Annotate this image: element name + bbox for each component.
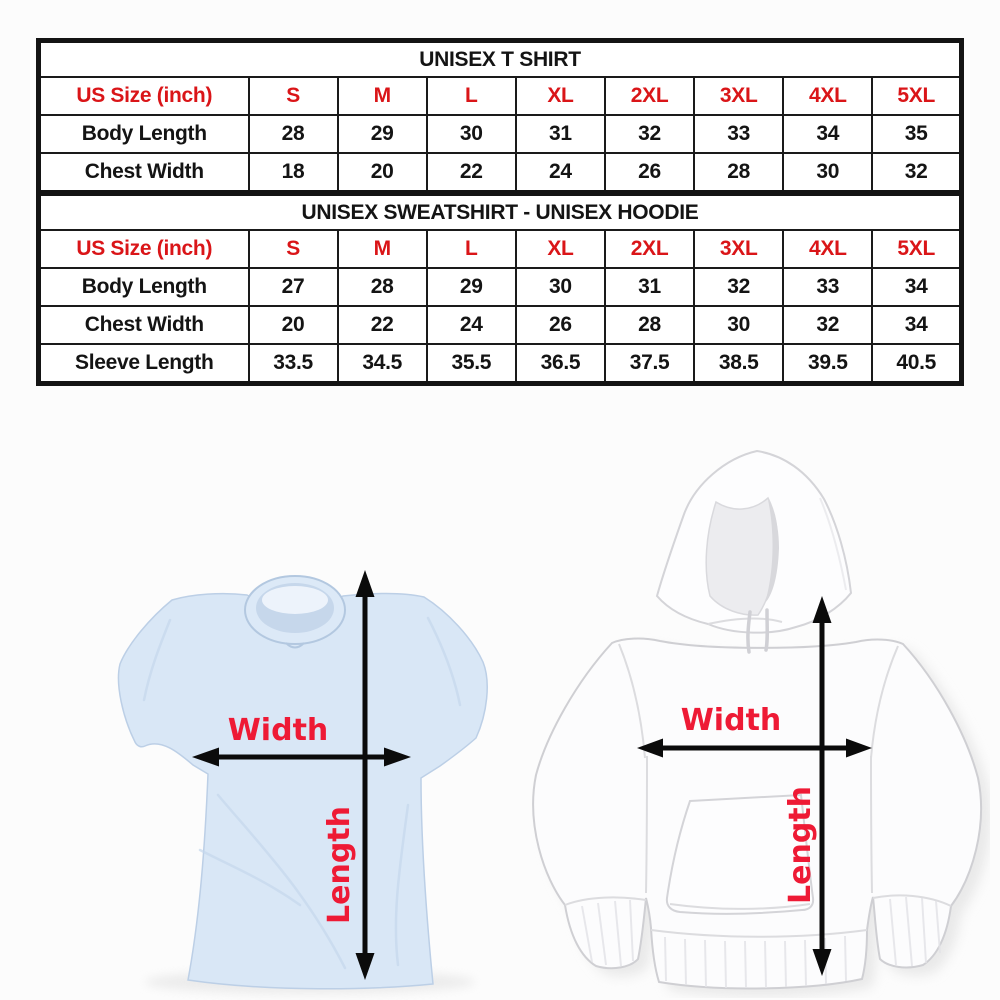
hoodie-table-title-row: [39, 193, 962, 230]
hoodie-body-length-row: [39, 268, 962, 306]
size-column-header: L: [427, 230, 516, 268]
size-column-header: 3XL: [694, 230, 783, 268]
tshirt-width-label: Width: [227, 713, 329, 748]
size-chart-table: [36, 38, 964, 386]
size-value-cell: 30: [694, 306, 783, 344]
size-value-cell: 27: [249, 268, 338, 306]
tshirt-body-length-row: [39, 115, 962, 153]
size-value-cell: 22: [427, 153, 516, 193]
tshirt-body: [118, 594, 487, 989]
hoodie-length-label: Length: [783, 786, 818, 904]
size-value-cell: 31: [516, 115, 605, 153]
measurement-row-label: Sleeve Length: [39, 344, 249, 384]
tshirt-table-title-row: [39, 41, 962, 78]
size-column-header: 5XL: [872, 230, 961, 268]
size-value-cell: 35: [872, 115, 961, 153]
size-value-cell: 33: [694, 115, 783, 153]
size-value-cell: 26: [516, 306, 605, 344]
size-value-cell: 34: [872, 268, 961, 306]
size-value-cell: 20: [249, 306, 338, 344]
measurement-row-label: Chest Width: [39, 306, 249, 344]
size-column-header: 4XL: [783, 230, 872, 268]
size-value-cell: 38.5: [694, 344, 783, 384]
measurement-row-label: Body Length: [39, 268, 249, 306]
size-value-cell: 30: [516, 268, 605, 306]
size-value-cell: 34.5: [338, 344, 427, 384]
size-value-cell: 36.5: [516, 344, 605, 384]
size-value-cell: 29: [338, 115, 427, 153]
size-value-cell: 35.5: [427, 344, 516, 384]
hoodie-side-crease: [646, 756, 647, 893]
size-column-header: S: [249, 230, 338, 268]
hoodie-sleeve-length-row: [39, 344, 962, 384]
tshirt-image: [110, 550, 520, 1000]
size-column-header: M: [338, 230, 427, 268]
hoodie-size-header-row: [39, 230, 962, 268]
hoodie-table-title: UNISEX SWEATSHIRT - UNISEX HOODIE: [39, 193, 962, 230]
size-value-cell: 22: [338, 306, 427, 344]
tshirt-chest-width-row: [39, 153, 962, 193]
size-value-cell: 32: [694, 268, 783, 306]
size-value-cell: 32: [605, 115, 694, 153]
size-value-cell: 37.5: [605, 344, 694, 384]
size-value-cell: 32: [783, 306, 872, 344]
hoodie-width-label: Width: [680, 703, 782, 738]
size-column-header: S: [249, 77, 338, 115]
size-column-header: M: [338, 77, 427, 115]
size-value-cell: 24: [427, 306, 516, 344]
size-value-cell: 30: [783, 153, 872, 193]
tshirt-length-label: Length: [322, 806, 357, 924]
size-value-cell: 40.5: [872, 344, 961, 384]
size-value-cell: 34: [783, 115, 872, 153]
size-value-cell: 33.5: [249, 344, 338, 384]
size-column-header: 5XL: [872, 77, 961, 115]
size-column-header: 4XL: [783, 77, 872, 115]
hoodie-drawstring: [766, 610, 767, 650]
size-column-header: L: [427, 77, 516, 115]
size-value-cell: 39.5: [783, 344, 872, 384]
size-value-cell: 28: [338, 268, 427, 306]
size-header-label: US Size (inch): [39, 77, 249, 115]
size-value-cell: 24: [516, 153, 605, 193]
size-column-header: 2XL: [605, 230, 694, 268]
size-value-cell: 28: [605, 306, 694, 344]
measurement-row-label: Chest Width: [39, 153, 249, 193]
size-value-cell: 18: [249, 153, 338, 193]
hoodie-chest-width-row: [39, 306, 962, 344]
size-value-cell: 31: [605, 268, 694, 306]
size-value-cell: 34: [872, 306, 961, 344]
size-header-label: US Size (inch): [39, 230, 249, 268]
size-value-cell: 28: [694, 153, 783, 193]
size-column-header: XL: [516, 77, 605, 115]
size-value-cell: 26: [605, 153, 694, 193]
tshirt-size-header-row: [39, 77, 962, 115]
hoodie-drawstring: [748, 612, 750, 652]
size-value-cell: 20: [338, 153, 427, 193]
size-column-header: 3XL: [694, 77, 783, 115]
hoodie-side-crease: [871, 756, 872, 893]
measurement-row-label: Body Length: [39, 115, 249, 153]
size-column-header: 2XL: [605, 77, 694, 115]
size-column-header: XL: [516, 230, 605, 268]
size-value-cell: 28: [249, 115, 338, 153]
tshirt-table-title: UNISEX T SHIRT: [39, 41, 962, 78]
size-value-cell: 32: [872, 153, 961, 193]
size-value-cell: 30: [427, 115, 516, 153]
size-value-cell: 29: [427, 268, 516, 306]
size-value-cell: 33: [783, 268, 872, 306]
